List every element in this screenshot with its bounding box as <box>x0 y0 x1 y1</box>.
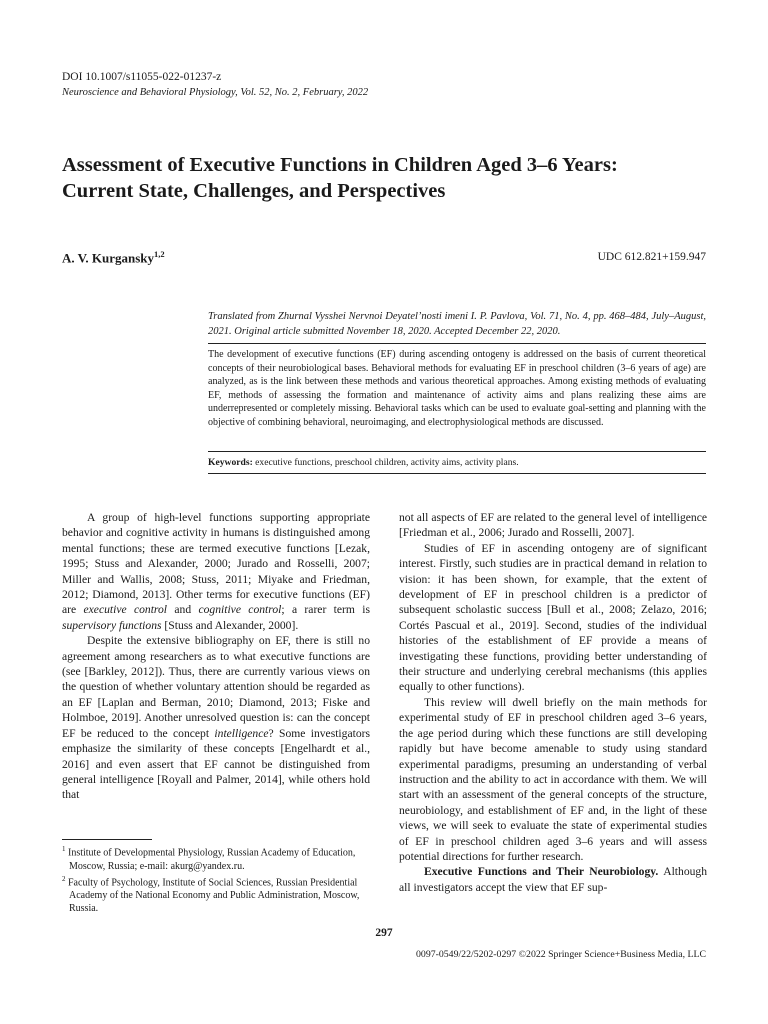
body-column-left <box>62 510 370 803</box>
copyright-line: 0097-0549/22/5202-0297 ©2022 Springer Science+Business Media, LLC <box>416 949 706 960</box>
abstract-top-rule <box>208 343 706 344</box>
text-run: [Stuss and Alexander, 2000]. <box>161 618 299 632</box>
text-run: ; a rarer term is <box>281 603 370 617</box>
text-run: Despite the extensive bibliography on EF, there is still no agreement among researchers as to what executive functions are (see [Barkley, 2012]). Thus, there are currently various views on the question of whether voluntary attention should be regarded as an EF [Laplan and Berman, 2010; Diamond, 2013; Fiske and Holmboe, 2019]. Another unresolved question is: can the concept EF be reduced to the concept <box>62 634 370 740</box>
footnote-mark: 1 <box>62 845 66 853</box>
body-paragraph <box>62 510 370 633</box>
body-paragraph: not all aspects of EF are related to the general level of intelligence [Friedman et al., 2006; Jurado and Rosselli, 2007]. <box>399 511 707 540</box>
keywords-label: Keywords: <box>208 457 253 468</box>
abstract-bottom-rule <box>208 451 706 452</box>
article-title <box>62 152 722 204</box>
section-heading: Executive Functions and Their Neurobiology. <box>424 865 659 879</box>
footnote-2 <box>62 873 370 916</box>
body-paragraph <box>62 633 370 802</box>
udc-code: UDC 612.821+159.947 <box>597 251 706 263</box>
title-line-1: Assessment of Executive Functions in Children Aged 3–6 Years: <box>62 154 618 176</box>
page-number: 297 <box>375 927 393 939</box>
keywords-list: executive functions, preschool children, activity aims, activity plans. <box>252 457 519 468</box>
text-run: ? Some investigators emphasize the similarity of these concepts [Engelhardt et al., 2016] and even assert that EF cannot be distinguished from general intelligence [Royall and Palmer, 2014], while others hold that <box>62 726 370 802</box>
body-paragraph: Studies of EF in ascending ontogeny are of significant interest. Firstly, such studies are in practical demand in relation to vision: it has been shown, for example, that the extent of development of EF in preschool children is a predictor of subsequent scholastic success [Bull et al., 2008; Zelazo, 2016; Cortés Pascual et al., 2019]. Second, studies of the individual histories of the establishment of EF provide a means of investigating these functions, providing better understanding of their structure and underlying cerebral mechanisms (this applies equally to other functions). <box>399 541 707 694</box>
text-run: Although all investigators accept the view that EF sup- <box>399 865 708 894</box>
journal-citation: Neuroscience and Behavioral Physiology, Vol. 52, No. 2, February, 2022 <box>62 87 369 98</box>
author-name <box>62 249 165 266</box>
footnote-rule <box>62 839 152 840</box>
abstract: The development of executive functions (EF) during ascending ontogeny is addressed on the basis of current theoretical concepts of their neurobiological bases. Behavioral methods for evaluating EF in preschool children (3–6 years of age) are analyzed, as is the link between these methods and various theoretical approaches. Among existing methods of evaluating EF, methods of assessing the formation and maintenance of activity aims and plans realizing these aims are underrepresented or completely missing. Behavioral tasks which can be used to evaluate goal-setting and planning with the objective of combining behavioral, neuroimaging, and electrophysiological methods are discussed. <box>208 349 706 428</box>
text-run: A group of high-level functions supporting appropriate behavior and cognitive activity in humans is distinguished among mental functions; these are termed executive functions [Lezak, 1995; Stuss and Alexander, 2000; Jurado and Rosselli, 2007; Miller and Wallis, 2008; Stuss, 2011; Miyake and Friedman, 2012; Diamond, 2013]. Other terms for executive functions (EF) are <box>62 511 370 617</box>
footnote-1 <box>62 843 370 873</box>
keywords <box>208 456 706 469</box>
author-affiliation-marks: 1,2 <box>154 249 165 259</box>
body-paragraph: This review will dwell briefly on the main methods for experimental study of EF in preschool children aged 3–6 years, the age period during which these functions are still developing rapidly but have become amenable to study using standard experimental paradigms, presuming an understanding of verbal instruction and the ability to act in accordance with them. We will start with an assessment of the general concepts of the structure, neurobiology, and establishment of EF and, in the light of these views, we will seek to evaluate the state of experimental studies of EF in preschool children aged 3–6 years and will assess potential directions for further research. <box>399 695 707 863</box>
footnote-mark: 2 <box>62 874 66 883</box>
doi-line: DOI 10.1007/s11055-022-01237-z <box>62 71 222 83</box>
footnote-text: Faculty of Psychology, Institute of Social Sciences, Russian Presidential Academy of the National Economy and Public Administration, Moscow, Russia. <box>65 877 360 915</box>
footnotes <box>62 843 370 916</box>
emphasis-text: intelligence <box>214 726 269 740</box>
title-line-2: Current State, Challenges, and Perspectives <box>62 180 446 202</box>
body-column-right <box>399 510 707 895</box>
footnote-text: Institute of Developmental Physiology, Russian Academy of Education, Moscow, Russia; e-mail: akurg@yandex.ru. <box>65 847 356 872</box>
translation-note: Translated from Zhurnal Vysshei Nervnoi Deyatel’nosti imeni I. P. Pavlova, Vol. 71, No. 4, pp. 468–484, July–August, 2021. Original article submitted November 18, 2020. Accepted December 22, 2020. <box>208 311 706 337</box>
emphasis-text: executive control <box>83 603 168 617</box>
body-paragraph <box>399 864 707 895</box>
author-text: A. V. Kurgansky <box>62 250 154 266</box>
emphasis-text: cognitive control <box>198 603 282 617</box>
emphasis-text: supervisory functions <box>62 618 162 632</box>
text-run: and <box>167 603 199 617</box>
keywords-bottom-rule <box>208 473 706 474</box>
